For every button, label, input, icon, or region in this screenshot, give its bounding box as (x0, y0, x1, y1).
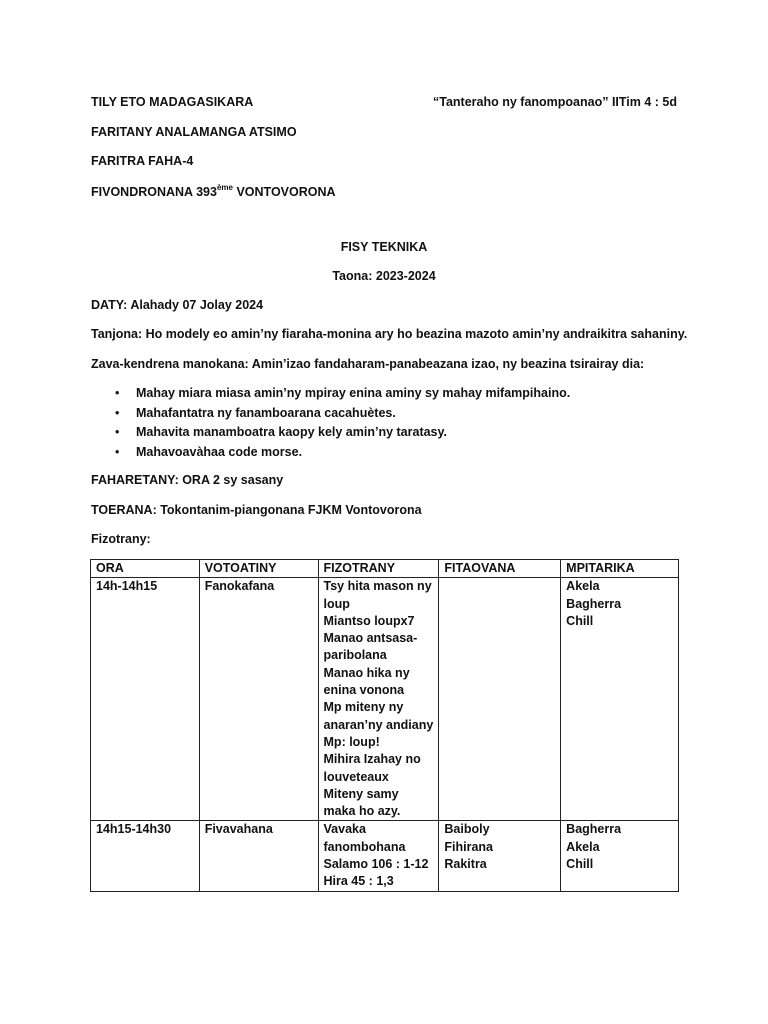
duration-line: FAHARETANY: ORA 2 sy sasany (91, 473, 284, 487)
process-line: Miteny samy (323, 786, 399, 801)
process-line: Mihira Izahay no (323, 752, 421, 767)
date-line: DATY: Alahady 07 Jolay 2024 (91, 298, 264, 312)
header-materials: FITAOVANA (439, 560, 561, 578)
goal-text: Mahafantatra ny fanamboarana cacahuètes. (136, 405, 396, 420)
process-line: Salamo 106 : 1-12 (323, 857, 429, 872)
core-intro: Zava-kendrena manokana: Amin’izao fandaharam-panabeazana izao, ny beazina tsirairay dia: (91, 357, 645, 371)
header-time: ORA (91, 560, 200, 578)
process-line: Mp: loup! (323, 734, 380, 749)
leader-name: Akela (566, 579, 600, 594)
leader-name: Akela (566, 839, 600, 854)
province: FARITANY ANALAMANGA ATSIMO (91, 125, 297, 139)
cell-leaders (561, 578, 679, 821)
table-header-row (91, 560, 679, 578)
header-leaders: MPITARIKA (561, 560, 679, 578)
process-line: louveteaux (323, 769, 389, 784)
leader-name: Chill (566, 613, 594, 628)
group-sup: ème (216, 183, 233, 192)
district: FARITRA FAHA-4 (91, 154, 194, 168)
process-line: anaran’ny andiany (323, 717, 434, 732)
process-line: loup (323, 596, 350, 611)
goal-text: Mahavoavàhaa code morse. (136, 444, 303, 459)
process-line: Hira 45 : 1,3 (323, 874, 394, 889)
process-line: Vavaka (323, 822, 366, 837)
material-item: Fihirana (444, 839, 493, 854)
table-row (91, 578, 679, 821)
country-name: TILY ETO MADAGASIKARA (91, 95, 254, 109)
cell-materials (439, 821, 561, 891)
process-line: Manao antsasa- (323, 631, 418, 646)
process-line: Manao hika ny (323, 665, 410, 680)
process-line: fanombohana (323, 839, 406, 854)
school-year: Taona: 2023-2024 (332, 269, 436, 283)
table-row (91, 821, 679, 891)
cell-content: Fivavahana (199, 821, 318, 891)
header-content: VOTOATINY (199, 560, 318, 578)
cell-time: 14h15-14h30 (91, 821, 200, 891)
goal-text: Mahay miara miasa amin’ny mpiray enina aminy sy mahay mifampihaino. (136, 386, 571, 400)
group-name (91, 183, 336, 199)
group-prefix: FIVONDRONANA 393 (91, 185, 217, 199)
leader-name: Chill (566, 857, 594, 872)
process-line: Miantso loupx7 (323, 613, 415, 628)
bullet-icon: • (115, 405, 120, 420)
cell-process (318, 821, 439, 891)
group-suffix: VONTOVORONA (232, 185, 336, 199)
cell-leaders (561, 821, 679, 891)
page-title: FISY TEKNIKA (340, 240, 428, 254)
cell-content: Fanokafana (199, 578, 318, 821)
bullet-icon: • (115, 444, 120, 459)
material-item: Baiboly (444, 822, 490, 837)
leader-name: Bagherra (566, 596, 622, 611)
bullet-icon: • (115, 386, 120, 400)
process-line: maka ho azy. (323, 804, 401, 819)
process-line: Mp miteny ny (323, 700, 404, 715)
cell-process (318, 578, 439, 821)
material-item: Rakitra (444, 857, 487, 872)
cell-materials (439, 578, 561, 821)
process-line: paribolana (323, 648, 387, 663)
leader-name: Bagherra (566, 822, 622, 837)
goal-text: Mahavita manamboatra kaopy kely amin’ny taratasy. (136, 425, 448, 440)
objective-line: Tanjona: Ho modely eo amin’ny fiaraha-monina ary ho beazina mazoto amin’ny andraikitra sahaniny. (91, 327, 688, 341)
cell-time: 14h-14h15 (91, 578, 200, 821)
process-line: Tsy hita mason ny (323, 579, 432, 594)
activities-label: Fizotrany: (91, 532, 151, 546)
motto: “Tanteraho ny fanompoanao” IITim 4 : 5d (433, 95, 678, 109)
header-process: FIZOTRANY (318, 560, 439, 578)
process-line: enina vonona (323, 683, 405, 698)
bullet-icon: • (115, 425, 120, 440)
place-line: TOERANA: Tokontanim-piangonana FJKM Vontovorona (91, 503, 422, 517)
schedule-table (90, 559, 679, 892)
